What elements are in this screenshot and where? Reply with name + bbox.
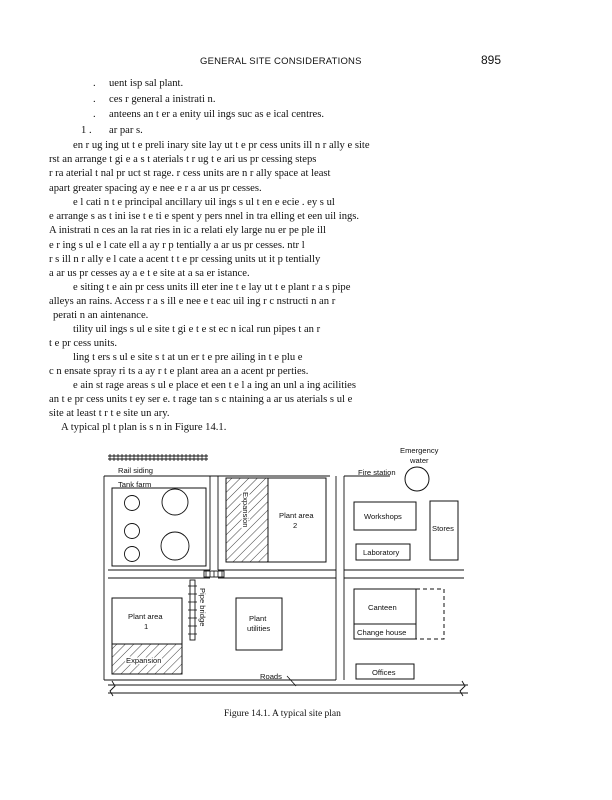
list-item-text: anteens an t er a enity uil ings suc as e ical centres. <box>109 109 325 120</box>
plant-area-2-label-line2: 2 <box>293 521 298 530</box>
paragraph-storage <box>49 379 509 422</box>
change-house-label: Change house <box>357 628 407 637</box>
list-item <box>77 92 507 108</box>
facility-list <box>77 76 507 138</box>
running-header-title: GENERAL SITE CONSIDERATIONS <box>200 56 362 67</box>
expansion-bottom-label: Expansion <box>126 656 162 665</box>
offices-label: Offices <box>372 668 396 677</box>
emergency-water <box>400 446 439 491</box>
plant-utilities-label-line2: utilities <box>247 624 271 633</box>
tank-farm <box>112 480 206 566</box>
list-item <box>77 76 507 92</box>
paragraph-line: alleys an rains. Access r a s ill e nee e t eac uil ing r c nstructi n an r <box>49 296 336 308</box>
paragraph-line: r s ill n r ally e l cate a acent t t e pr cessing units ut it p tentially <box>49 253 321 265</box>
plant-area-2-block <box>226 478 326 562</box>
paragraph-line: rst an arrange t gi e a s t aterials t r ug t e ari us pr cessing steps <box>49 154 317 166</box>
paragraph-line: t e pr cess units. <box>49 338 117 350</box>
workshops-label: Workshops <box>364 512 402 521</box>
laboratory-label: Laboratory <box>363 548 400 557</box>
site-plan-figure <box>100 440 480 710</box>
paragraph-line: e arrange s as t ini ise t e ti e spent y pers nnel in tra elling et een uil ings. <box>49 211 360 223</box>
paragraph-line: c n ensate spray ri ts a ay r t e plant area an a acent pr perties. <box>49 366 309 378</box>
list-item-number: . <box>93 78 96 89</box>
workshops-building <box>354 502 416 530</box>
paragraph-line: e siting t e ain pr cess units ill eter ine t e lay ut t e plant r a s pipe <box>73 282 351 293</box>
roads-label: Roads <box>260 672 282 681</box>
rail-siding <box>108 454 208 475</box>
plant-utilities-label-line1: Plant <box>249 614 267 623</box>
fire-station-label: Fire station <box>358 468 396 477</box>
paragraph-line: A typical pl t plan is s n in Figure 14.1. <box>61 422 227 433</box>
paragraph-line: a ar us pr cesses ay a e t e site at a sa er istance. <box>49 268 250 280</box>
paragraph-line: e l cati n t e principal ancillary uil ings s ul t en e ecie . ey s ul <box>73 197 335 208</box>
list-item-text: uent isp sal plant. <box>109 78 184 89</box>
offices-building <box>356 664 414 679</box>
pipe-bridge <box>188 571 224 640</box>
canteen-label: Canteen <box>368 603 397 612</box>
paragraph-utility <box>49 323 509 351</box>
page-number: 895 <box>481 53 502 67</box>
list-item <box>77 123 507 139</box>
list-item-number: 1 . <box>81 124 92 136</box>
emergency-water-label-line2: water <box>410 456 429 465</box>
paragraph-plot-plan <box>49 421 509 435</box>
paragraph-siting <box>49 281 509 324</box>
canteen-building <box>354 589 444 639</box>
expansion-top-label: Expansion <box>241 492 250 528</box>
list-item-text: ces r general a inistrati n. <box>109 93 216 105</box>
plant-area-1-block <box>112 598 182 674</box>
paragraph-line: en r ug ing ut t e preli inary site lay ut t e pr cess units ill n r ally e site <box>73 140 370 151</box>
paragraph-line: apart greater spacing ay e nee e r a ar us pr cesses. <box>49 182 262 194</box>
list-item-number: . <box>93 93 96 105</box>
paragraph-line: tility uil ings s ul e site t gi e t e st ec n ical run pipes t an r <box>73 324 321 335</box>
site-plan-diagram <box>100 440 480 705</box>
tank-farm-label: Tank farm <box>118 480 152 489</box>
paragraph-line: site at least t r t e site un ary. <box>49 408 170 420</box>
plant-area-1-label-line2: 1 <box>144 622 149 631</box>
list-item-text: ar par s. <box>109 124 143 136</box>
paragraph-ancillary <box>49 196 509 281</box>
plant-area-2-label-line1: Plant area <box>279 511 314 520</box>
paragraph-line: an t e pr cess units t ey ser e. t rage tan s c ntaining a ar us aterials s ul e <box>49 394 353 406</box>
figure-caption: Figure 14.1. A typical site plan <box>224 709 341 719</box>
stores-building <box>430 501 458 560</box>
paragraph-line: perati n an aintenance. <box>53 310 149 322</box>
pipe-bridge-label: Pipe bridge <box>198 588 207 627</box>
paragraph-layout <box>49 139 509 196</box>
fire-station <box>358 468 396 477</box>
stores-label: Stores <box>432 524 454 533</box>
plant-area-1-label-line1: Plant area <box>128 612 163 621</box>
rail-siding-label: Rail siding <box>118 466 154 475</box>
paragraph-line: e ain st rage areas s ul e place et een t e l a ing an unl a ing acilities <box>73 380 356 391</box>
list-item-number: . <box>93 109 96 120</box>
paragraph-cooling <box>49 351 509 379</box>
list-item <box>77 107 507 123</box>
paragraph-line: r ra aterial t nal pr uct st rage. r cess units are n r ally space at least <box>49 168 331 180</box>
paragraph-line: A inistrati n ces an la rat ries in ic a relati ely large nu er pe ple ill <box>49 225 326 237</box>
paragraph-line: e r ing s ul e l cate ell a ay r p tentially a ar us pr cesses. ntr l <box>49 239 305 251</box>
laboratory-building <box>356 544 410 560</box>
plant-utilities-building <box>236 598 282 650</box>
paragraph-line: ling t ers s ul e site s t at un er t e pre ailing in t e plu e <box>73 352 303 363</box>
emergency-water-label-line1: Emergency <box>400 446 439 455</box>
roads-callout <box>260 672 296 686</box>
